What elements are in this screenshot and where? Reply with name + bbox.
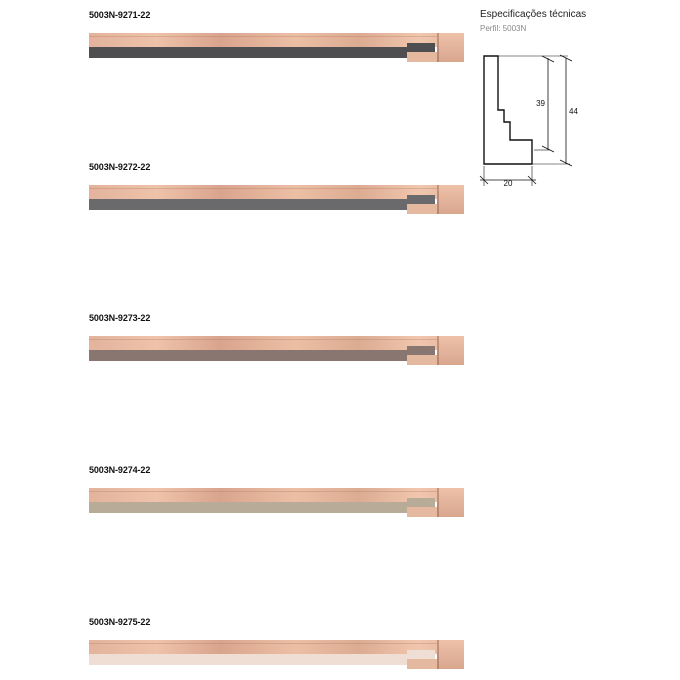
spec-title: Especificações técnicas bbox=[480, 9, 587, 20]
moulding-face bbox=[89, 47, 407, 58]
product-code: 5003N-9275-22 bbox=[89, 617, 151, 627]
moulding-lip bbox=[407, 346, 435, 355]
moulding-face bbox=[89, 350, 407, 361]
moulding-image bbox=[89, 185, 464, 214]
product-code: 5003N-9273-22 bbox=[89, 313, 151, 323]
product-code: 5003N-9274-22 bbox=[89, 465, 151, 475]
moulding-image bbox=[89, 336, 464, 365]
dim-label-20: 20 bbox=[503, 179, 513, 188]
product-code: 5003N-9272-22 bbox=[89, 162, 151, 172]
moulding-lip bbox=[407, 650, 435, 659]
profile-diagram bbox=[470, 42, 590, 192]
moulding-face bbox=[89, 502, 407, 513]
moulding-face bbox=[89, 199, 407, 210]
spec-subtitle: Perfil: 5003N bbox=[480, 24, 527, 33]
moulding-image bbox=[89, 488, 464, 517]
dim-label-44: 44 bbox=[569, 107, 578, 116]
moulding-lip bbox=[407, 498, 435, 507]
moulding-lip bbox=[407, 43, 435, 52]
moulding-image bbox=[89, 640, 464, 669]
moulding-image bbox=[89, 33, 464, 62]
profile-outline bbox=[484, 56, 532, 164]
product-code: 5003N-9271-22 bbox=[89, 10, 151, 20]
moulding-lip bbox=[407, 195, 435, 204]
moulding-face bbox=[89, 654, 407, 665]
dim-label-39: 39 bbox=[536, 99, 545, 108]
